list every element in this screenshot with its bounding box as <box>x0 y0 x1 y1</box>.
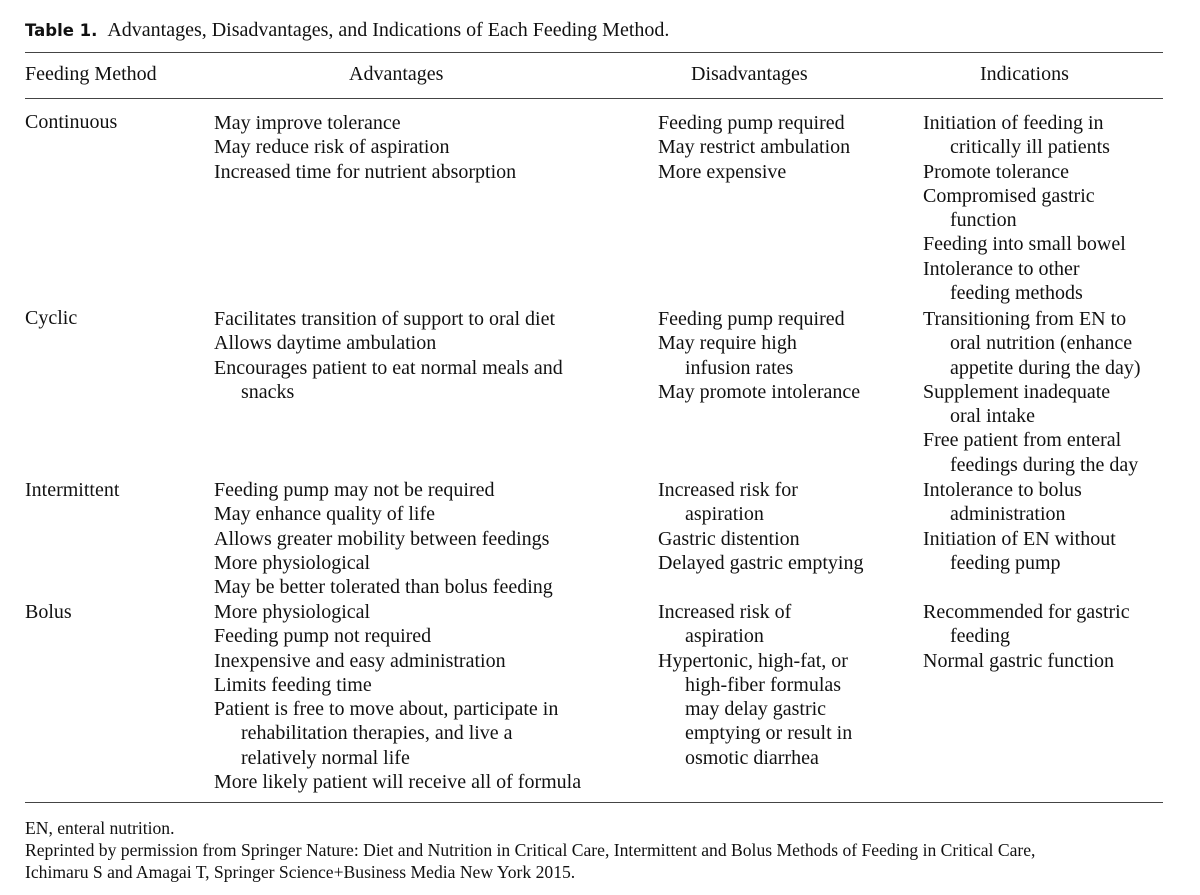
disadvantages-line: aspiration <box>685 625 764 648</box>
row-disadvantages-intermittent <box>658 478 864 575</box>
advantages-line: Increased time for nutrient absorption <box>214 160 517 183</box>
row-indications-bolus <box>923 600 1130 673</box>
table-title: Advantages, Disadvantages, and Indications of Each Feeding Method. <box>107 19 670 41</box>
advantages-line: Facilitates transition of support to oral diet <box>214 308 556 330</box>
table-caption <box>25 17 669 44</box>
disadvantages-line: May promote intolerance <box>658 380 861 403</box>
bottom-rule <box>25 802 1163 803</box>
indications-line: Intolerance to other <box>923 257 1080 280</box>
indications-line: Compromised gastric <box>923 184 1095 207</box>
disadvantages-line: Feeding pump required <box>658 112 845 134</box>
advantages-line: May improve tolerance <box>214 112 401 134</box>
row-indications-intermittent <box>923 478 1116 575</box>
row-indications-continuous <box>923 111 1126 305</box>
disadvantages-line: may delay gastric <box>685 698 827 721</box>
indications-line: critically ill patients <box>950 136 1110 159</box>
indications-line: Recommended for gastric <box>923 601 1130 623</box>
disadvantages-line: emptying or result in <box>685 722 853 745</box>
footnote-reprint: Reprinted by permission from Springer Nature: Diet and Nutrition in Critical Care, Intermittent and Bolus Methods of Feeding in Critical Care, <box>25 840 1036 860</box>
indications-line: Intolerance to bolus <box>923 479 1082 501</box>
disadvantages-line: Hypertonic, high-fat, or <box>658 649 848 672</box>
advantages-line: Feeding pump may not be required <box>214 479 495 501</box>
disadvantages-line: aspiration <box>685 503 764 526</box>
row-method-bolus: Bolus <box>25 601 72 623</box>
advantages-line: More physiological <box>214 551 371 574</box>
footnote-reprint-continued: Ichimaru S and Amagai T, Springer Science+Business Media New York 2015. <box>25 862 576 882</box>
row-method-continuous: Continuous <box>25 111 118 133</box>
indications-line: function <box>950 209 1017 232</box>
row-advantages-continuous <box>214 111 516 184</box>
indications-line: feeding <box>950 625 1010 648</box>
table-label: Table 1. <box>25 21 98 40</box>
advantages-line: Inexpensive and easy administration <box>214 649 506 672</box>
advantages-line: relatively normal life <box>241 746 410 769</box>
indications-line: oral intake <box>950 405 1035 428</box>
header-feeding-method: Feeding Method <box>25 63 157 85</box>
indications-line: feeding pump <box>950 551 1061 574</box>
row-advantages-cyclic <box>214 307 563 404</box>
disadvantages-line: Increased risk of <box>658 601 792 623</box>
row-disadvantages-cyclic <box>658 307 860 404</box>
disadvantages-line: Gastric distention <box>658 527 800 550</box>
row-indications-cyclic <box>923 307 1141 477</box>
disadvantages-line: Increased risk for <box>658 479 798 501</box>
row-advantages-intermittent <box>214 478 553 599</box>
disadvantages-line: osmotic diarrhea <box>685 746 819 769</box>
indications-line: feedings during the day <box>950 453 1139 476</box>
advantages-line: Limits feeding time <box>214 673 372 696</box>
indications-line: Supplement inadequate <box>923 380 1111 403</box>
advantages-line: May reduce risk of aspiration <box>214 136 450 159</box>
advantages-line: May enhance quality of life <box>214 503 436 526</box>
header-rule <box>25 98 1163 99</box>
indications-line: Initiation of feeding in <box>923 112 1104 134</box>
indications-line: appetite during the day) <box>950 356 1141 379</box>
top-rule <box>25 52 1163 53</box>
row-method-cyclic: Cyclic <box>25 307 78 329</box>
indications-line: Normal gastric function <box>923 649 1115 672</box>
row-advantages-bolus <box>214 600 581 794</box>
row-disadvantages-bolus <box>658 600 852 770</box>
header-disadvantages: Disadvantages <box>691 63 808 85</box>
disadvantages-line: Delayed gastric emptying <box>658 551 864 574</box>
footnote-abbreviation: EN, enteral nutrition. <box>25 818 175 838</box>
row-disadvantages-continuous <box>658 111 850 184</box>
advantages-line: More likely patient will receive all of formula <box>214 771 582 794</box>
disadvantages-line: More expensive <box>658 160 787 183</box>
advantages-line: Patient is free to move about, participate in <box>214 698 559 721</box>
header-advantages: Advantages <box>349 63 444 85</box>
indications-line: Feeding into small bowel <box>923 233 1126 256</box>
indications-line: Initiation of EN without <box>923 527 1116 550</box>
indications-line: feeding methods <box>950 282 1083 305</box>
disadvantages-line: May require high <box>658 332 797 355</box>
indications-line: administration <box>950 503 1066 526</box>
advantages-line: rehabilitation therapies, and live a <box>241 722 513 745</box>
advantages-line: May be better tolerated than bolus feeding <box>214 576 553 599</box>
advantages-line: More physiological <box>214 601 371 623</box>
disadvantages-line: high-fiber formulas <box>685 673 842 696</box>
row-method-intermittent: Intermittent <box>25 479 120 501</box>
disadvantages-line: infusion rates <box>685 356 794 379</box>
indications-line: Promote tolerance <box>923 160 1070 183</box>
advantages-line: Allows daytime ambulation <box>214 332 437 355</box>
advantages-line: Allows greater mobility between feedings <box>214 527 550 550</box>
advantages-line: snacks <box>241 380 295 403</box>
indications-line: Transitioning from EN to <box>923 308 1127 330</box>
disadvantages-line: May restrict ambulation <box>658 136 851 159</box>
indications-line: oral nutrition (enhance <box>950 332 1133 355</box>
table-footnotes <box>25 817 1035 883</box>
indications-line: Free patient from enteral <box>923 429 1122 452</box>
disadvantages-line: Feeding pump required <box>658 308 845 330</box>
advantages-line: Encourages patient to eat normal meals and <box>214 356 563 379</box>
advantages-line: Feeding pump not required <box>214 625 432 648</box>
header-indications: Indications <box>980 63 1069 85</box>
